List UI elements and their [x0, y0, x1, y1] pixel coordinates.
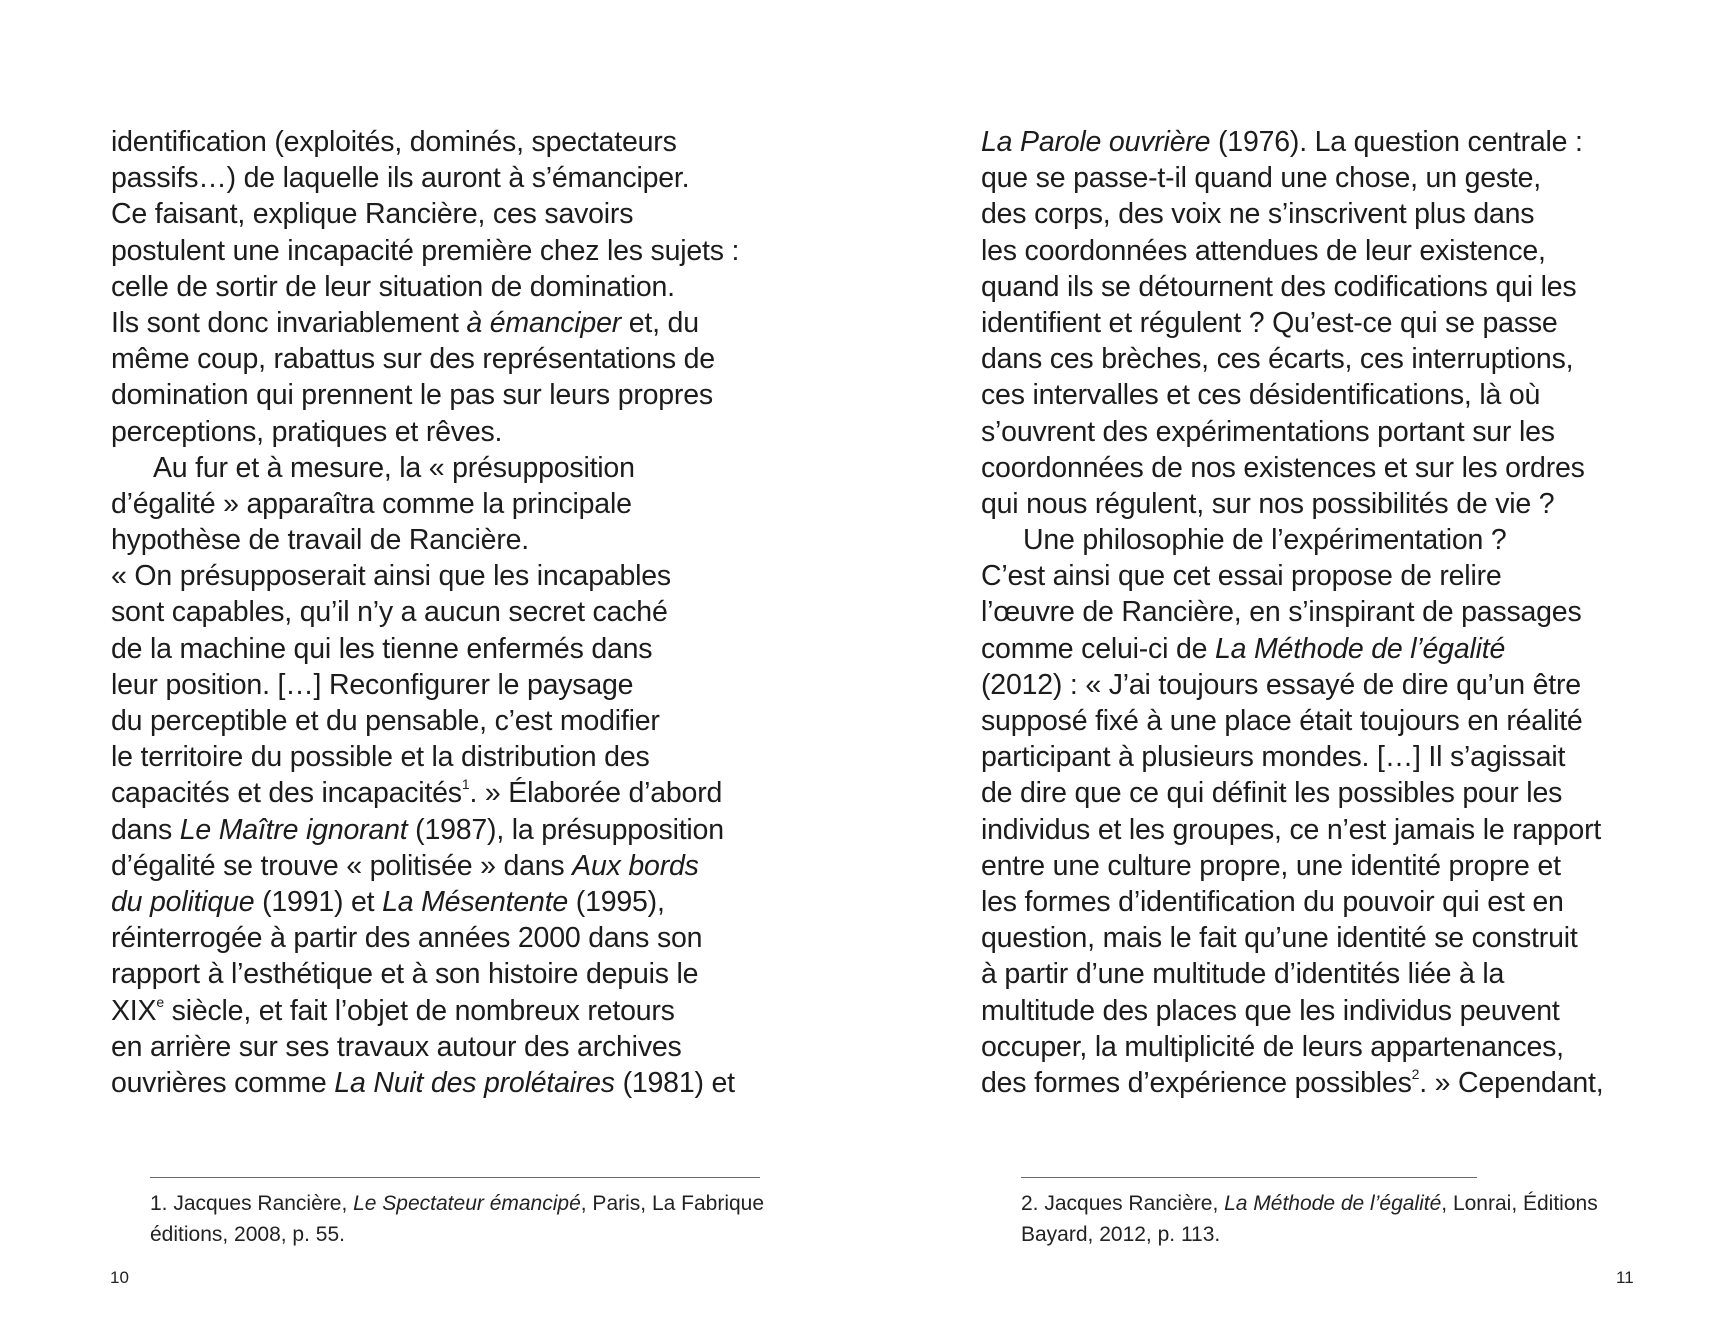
text-run: que se passe-t-il quand une chose, un geste, [981, 162, 1542, 195]
text-run: (1995), [568, 885, 665, 918]
text-line [111, 377, 739, 413]
text-run: Ils sont donc invariablement [111, 306, 467, 339]
text-run: sont capables, qu’il n’y a aucun secret caché [111, 596, 668, 629]
text-run: Une philosophie de l’expérimentation ? [1023, 524, 1507, 557]
text-run: occuper, la multiplicité de leurs appartenances, [981, 1030, 1564, 1063]
text-run: C’est ainsi que cet essai propose de relire [981, 560, 1502, 593]
text-run: réinterrogée à partir des années 2000 dans son [111, 922, 703, 955]
text-line [981, 812, 1603, 848]
text-run: (1976). La question centrale : [1210, 126, 1583, 158]
text-line [981, 956, 1603, 992]
text-line [111, 775, 739, 811]
text-line [111, 414, 739, 450]
footnote-rule [1021, 1177, 1477, 1178]
text-line [111, 884, 739, 920]
text-line [111, 1029, 739, 1065]
text-run: postulent une incapacité première chez les sujets : [111, 234, 740, 267]
text-run: dans [111, 813, 180, 846]
text-line [111, 160, 739, 196]
footnote-title: La Méthode de l’égalité [1224, 1192, 1442, 1215]
text-line [981, 233, 1603, 269]
footnote-ref: 2 [1411, 1065, 1420, 1082]
text-run: « On présupposerait ainsi que les incapables [111, 560, 671, 593]
text-run: . » Élaborée d’abord [469, 777, 723, 810]
text-run: ouvrières comme [111, 1066, 335, 1099]
text-line [981, 377, 1603, 413]
text-line [981, 739, 1603, 775]
text-line [111, 848, 739, 884]
text-line [981, 848, 1603, 884]
text-line [981, 450, 1603, 486]
italic-title: Aux bords [572, 849, 699, 882]
footnote-ref: 1 [461, 776, 470, 793]
text-run: Au fur et à mesure, la « présupposition [153, 451, 635, 484]
text-line [111, 522, 739, 558]
body-text [111, 124, 739, 1101]
text-line [981, 341, 1603, 377]
text-run: siècle, et fait l’objet de nombreux retours [163, 994, 675, 1027]
text-run: (1981) et [614, 1066, 735, 1099]
text-line [981, 884, 1603, 920]
italic-title: à émanciper [466, 306, 622, 339]
text-run: de la machine qui les tienne enfermés dans [111, 632, 653, 665]
text-line [981, 775, 1603, 811]
footnote-rule [150, 1177, 760, 1178]
footnote-rest: , Lonrai, Éditions [1441, 1192, 1598, 1215]
text-line [981, 631, 1603, 667]
text-line [111, 341, 739, 377]
text-line [981, 160, 1603, 196]
text-run: XIX [111, 994, 157, 1027]
text-line [111, 124, 739, 160]
text-run: en arrière sur ses travaux autour des archives [111, 1030, 682, 1063]
text-run: s’ouvrent des expérimentations portant sur les [981, 415, 1555, 448]
footnote-2 [1021, 1188, 1598, 1250]
footnote-line2: Bayard, 2012, p. 113. [1021, 1223, 1221, 1246]
text-line [111, 594, 739, 630]
footnote-prefix: 2. Jacques Rancière, [1021, 1192, 1225, 1215]
text-line [981, 1065, 1603, 1101]
text-run: qui nous régulent, sur nos possibilités de vie ? [981, 487, 1555, 520]
text-line [981, 124, 1603, 160]
italic-title: La Mésentente [382, 885, 569, 918]
text-line [981, 993, 1603, 1029]
text-line [111, 305, 739, 341]
text-line [111, 233, 739, 269]
text-line [111, 631, 739, 667]
right-page [866, 0, 1732, 1338]
text-run: le territoire du possible et la distribution des [111, 741, 650, 774]
text-line [111, 703, 739, 739]
text-line [111, 1065, 739, 1101]
text-run: participant à plusieurs mondes. […] Il s’agissait [981, 741, 1566, 774]
text-run: question, mais le fait qu’une identité se construit [981, 922, 1578, 955]
body-text [981, 124, 1603, 1101]
text-run: identifient et régulent ? Qu’est-ce qui se passe [981, 306, 1558, 339]
text-line [111, 558, 739, 594]
text-run: coordonnées de nos existences et sur les ordres [981, 451, 1585, 484]
text-run: l’œuvre de Rancière, en s’inspirant de passages [981, 596, 1582, 629]
footnote-rest: , Paris, La Fabrique [580, 1192, 765, 1215]
text-line [111, 993, 739, 1029]
text-line [111, 667, 739, 703]
text-run: individus et les groupes, ce n’est jamais le rapport [981, 813, 1602, 846]
text-run: identification (exploités, dominés, spectateurs [111, 126, 677, 158]
text-line [981, 667, 1603, 703]
text-line [111, 920, 739, 956]
text-line [111, 450, 739, 486]
footnote-ref: e [156, 993, 164, 1010]
text-run: de dire que ce qui définit les possibles pour les [981, 777, 1563, 810]
text-line [981, 703, 1603, 739]
text-run: capacités et des incapacités [111, 777, 462, 810]
page-number: 10 [110, 1268, 129, 1287]
text-line [981, 594, 1603, 630]
footnote-title: Le Spectateur émancipé [353, 1192, 581, 1215]
text-run: même coup, rabattus sur des représentations de [111, 343, 715, 376]
text-run: d’égalité » apparaîtra comme la principale [111, 487, 632, 520]
text-run: leur position. […] Reconfigurer le paysage [111, 668, 634, 701]
text-run: et, du [621, 306, 699, 339]
text-run: supposé fixé à une place était toujours en réalité [981, 705, 1583, 737]
text-line [981, 486, 1603, 522]
text-run: passifs…) de laquelle ils auront à s’émanciper. [111, 162, 690, 195]
footnote-1 [150, 1188, 764, 1250]
text-line [111, 486, 739, 522]
text-line [981, 196, 1603, 232]
text-line [981, 522, 1603, 558]
text-run: (1987), la présupposition [407, 813, 724, 846]
text-run: hypothèse de travail de Rancière. [111, 524, 529, 557]
text-line [981, 414, 1603, 450]
text-run: (2012) : « J’ai toujours essayé de dire qu’un être [981, 668, 1581, 701]
text-run: comme celui-ci de [981, 632, 1215, 665]
text-run: celle de sortir de leur situation de domination. [111, 270, 675, 303]
text-run: (1991) et [254, 885, 383, 918]
text-run: les coordonnées attendues de leur existence, [981, 234, 1546, 267]
italic-title: du politique [111, 885, 255, 918]
text-run: multitude des places que les individus peuvent [981, 994, 1560, 1027]
italic-title: Le Maître ignorant [179, 813, 408, 846]
text-run: d’égalité se trouve « politisée » dans [111, 849, 573, 882]
text-line [111, 196, 739, 232]
text-run: perceptions, pratiques et rêves. [111, 415, 503, 448]
text-line [981, 1029, 1603, 1065]
text-run: . » Cependant, [1419, 1066, 1604, 1099]
text-line [111, 812, 739, 848]
italic-title: La Parole ouvrière [981, 126, 1211, 158]
text-line [981, 920, 1603, 956]
footnote-line2: éditions, 2008, p. 55. [150, 1223, 345, 1246]
page-number: 11 [1616, 1268, 1634, 1287]
text-line [111, 739, 739, 775]
text-run: dans ces brèches, ces écarts, ces interruptions, [981, 343, 1574, 376]
text-run: Ce faisant, explique Rancière, ces savoirs [111, 198, 634, 231]
text-line [981, 269, 1603, 305]
italic-title: La Méthode de l’égalité [1214, 632, 1506, 665]
text-run: les formes d’identification du pouvoir qui est en [981, 885, 1564, 918]
text-run: entre une culture propre, une identité propre et [981, 849, 1561, 882]
text-run: des formes d’expérience possibles [981, 1066, 1412, 1099]
text-line [111, 956, 739, 992]
text-line [981, 558, 1603, 594]
text-run: rapport à l’esthétique et à son histoire depuis le [111, 958, 699, 991]
text-line [981, 305, 1603, 341]
text-run: des corps, des voix ne s’inscrivent plus dans [981, 198, 1535, 231]
text-run: du perceptible et du pensable, c’est modifier [111, 705, 660, 737]
text-line [111, 269, 739, 305]
text-run: à partir d’une multitude d’identités liée à la [981, 958, 1505, 991]
footnote-prefix: 1. Jacques Rancière, [150, 1192, 354, 1215]
italic-title: La Nuit des prolétaires [334, 1066, 615, 1099]
text-run: domination qui prennent le pas sur leurs propres [111, 379, 713, 412]
text-run: ces intervalles et ces désidentifications, là où [981, 379, 1541, 412]
text-run: quand ils se détournent des codifications qui les [981, 270, 1577, 303]
